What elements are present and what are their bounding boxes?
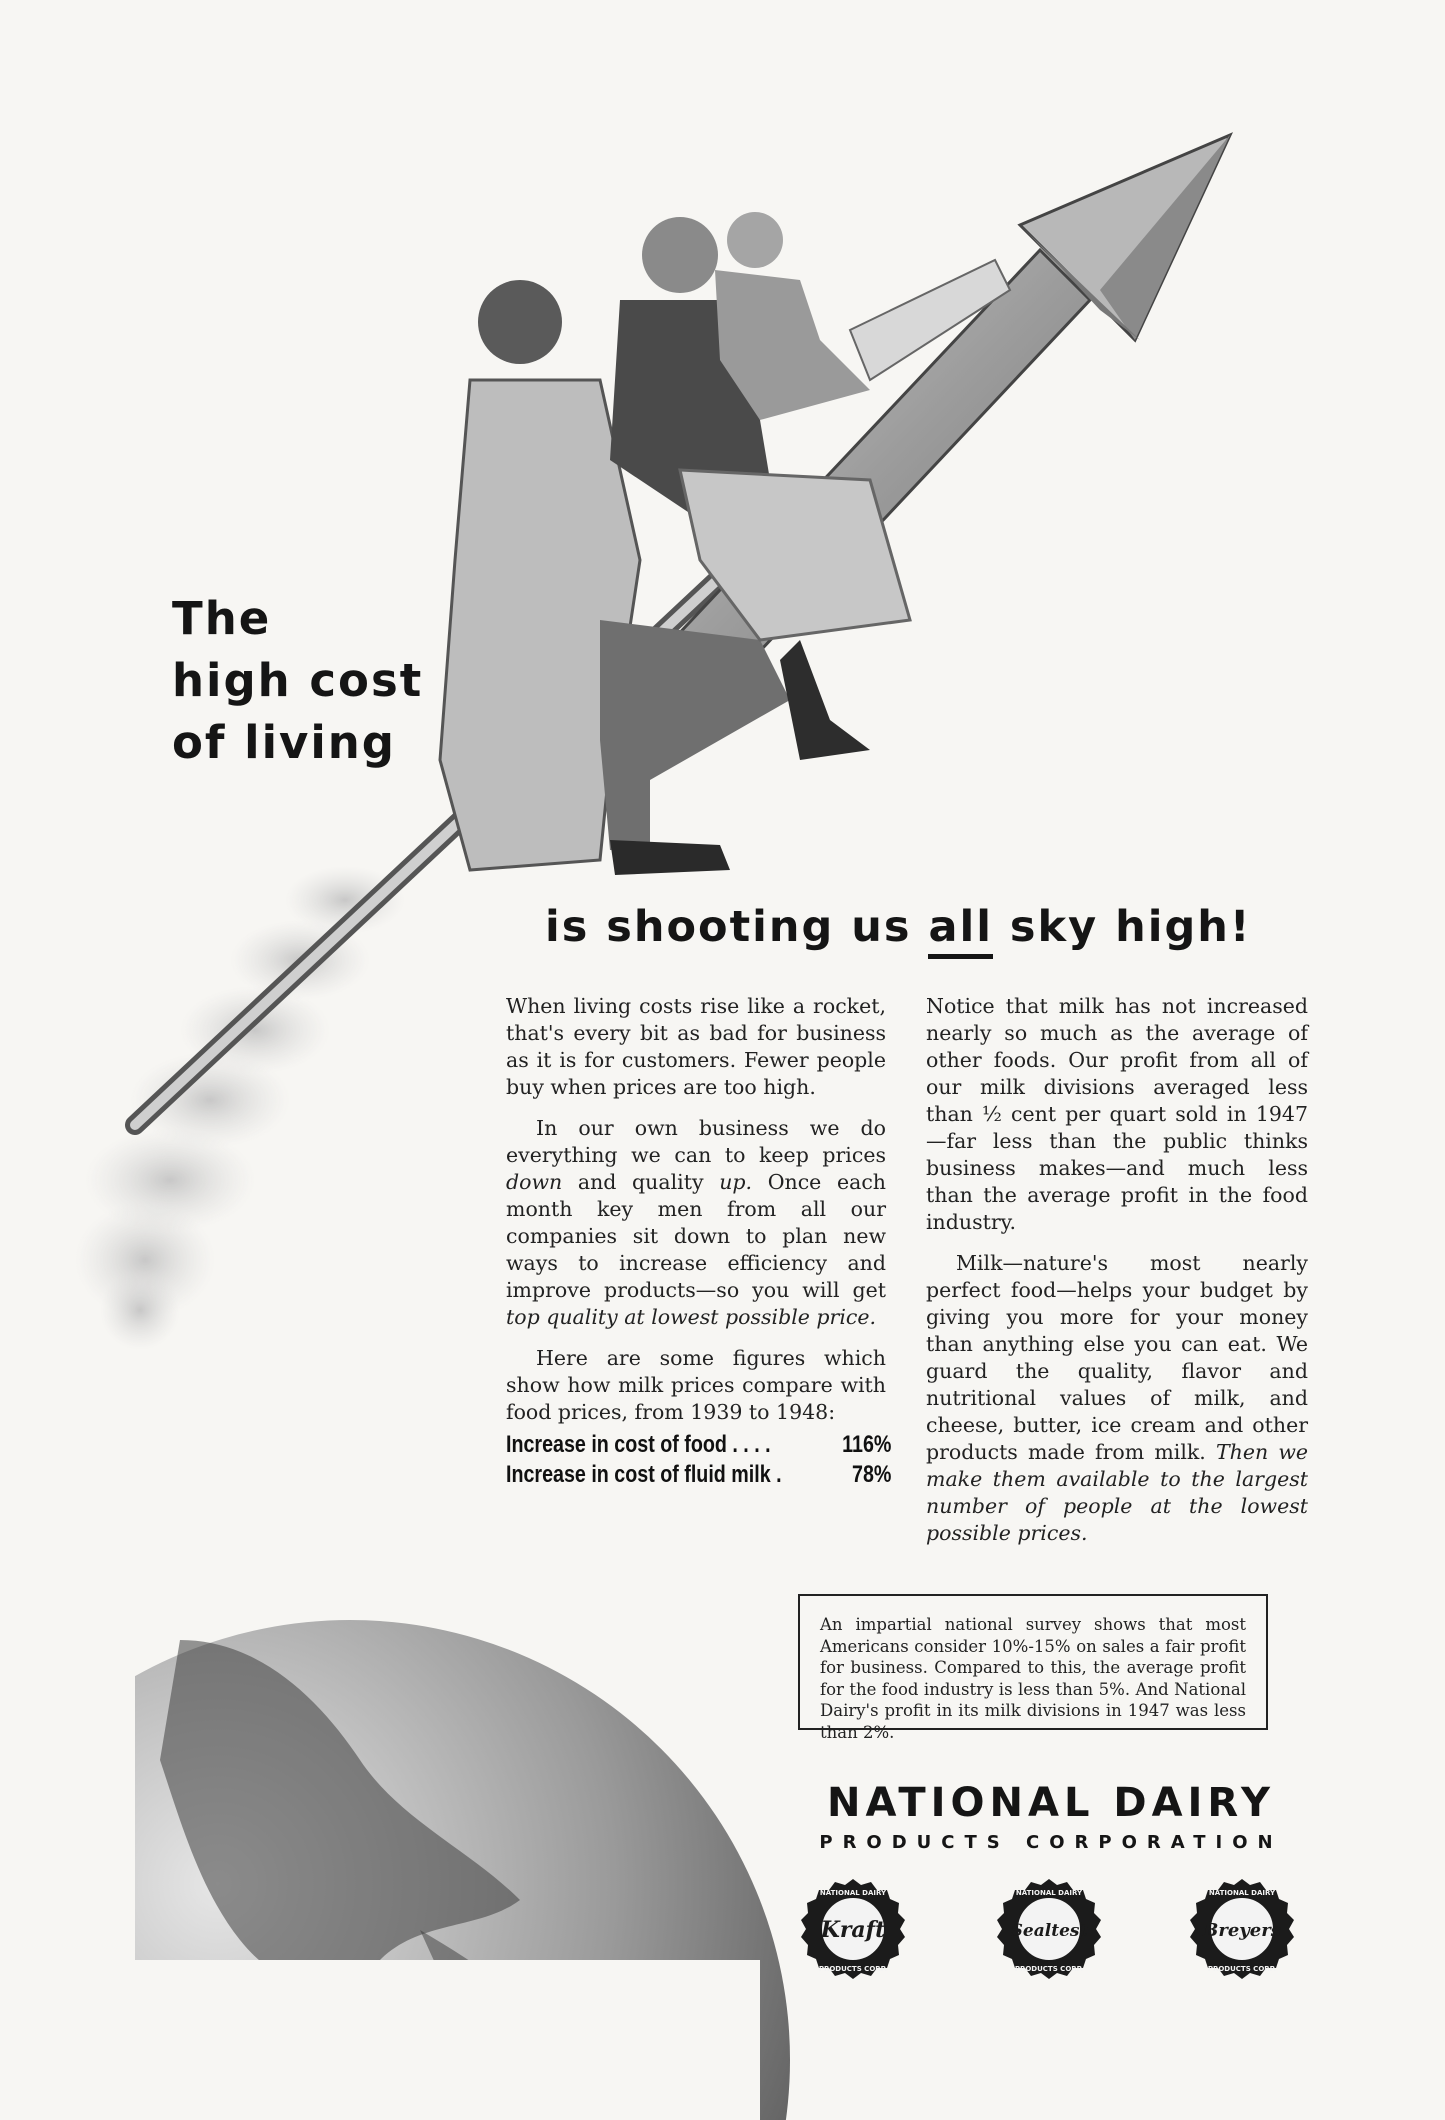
seal-sealtest-name: Sealtest bbox=[1010, 1921, 1088, 1941]
col1-p2-up: up. bbox=[719, 1170, 753, 1194]
brand-block bbox=[795, 1780, 1307, 1853]
col1-paragraph-1: When living costs rise like a rocket, that's every bit as bad for business as it is for customers. Fewer people buy when prices are too high. bbox=[506, 994, 886, 1099]
col1-p2-text-b: and quality bbox=[562, 1170, 720, 1194]
brand-name: NATIONAL DAIRY bbox=[827, 1780, 1275, 1826]
smoke-trail bbox=[75, 866, 405, 1350]
subhead-emphasis: all bbox=[928, 902, 993, 959]
stat-row-food bbox=[506, 1430, 891, 1460]
seal-breyers bbox=[1186, 1873, 1298, 1985]
seal-sealtest-ring-top: NATIONAL DAIRY bbox=[1015, 1889, 1083, 1897]
seal-kraft-icon bbox=[797, 1873, 909, 1985]
seal-breyers-ring-bottom: PRODUCTS CORP. bbox=[1207, 1965, 1277, 1973]
survey-box: An impartial national survey shows that most Americans consider 10%-15% on sales a fair profit for business. Compared to this, the average profit for the food industry is less than 5%. And National Dairy's profit in its milk divisions in 1947 was less than 2%. bbox=[798, 1594, 1268, 1730]
col1-p2-text-c: Once each month key men from all our companies sit down to plan new ways to increase efficiency and improve products—so you will get bbox=[506, 1170, 887, 1302]
col2-paragraph-1: Notice that milk has not increased nearly so much as the average of other foods. Our profit from all of our milk divisions averaged less than ½ cent per quart sold in 1947—far less than the public thinks business makes—and much less than the average profit in the food industry. bbox=[926, 994, 1308, 1234]
headline-line-2: high cost bbox=[172, 654, 424, 707]
col2-p2-italic: Then we make them available to the largest number of people at the lowest possible prices. bbox=[926, 1440, 1308, 1545]
price-stats bbox=[506, 1430, 891, 1490]
stat-food-value: 116% bbox=[842, 1431, 892, 1458]
globe bbox=[0, 1560, 790, 2120]
subheadline bbox=[545, 902, 1315, 952]
stat-milk-label: Increase in cost of fluid milk . bbox=[506, 1461, 782, 1488]
col2-paragraph-2 bbox=[926, 1250, 1308, 1547]
seal-kraft-name: Kraft bbox=[820, 1917, 886, 1943]
col1-p2-italic: top quality at lowest possible price. bbox=[506, 1305, 877, 1329]
body-column-2 bbox=[926, 993, 1308, 1561]
family-figures bbox=[440, 212, 1010, 875]
headline-line-1: The bbox=[172, 592, 272, 645]
stat-food-label: Increase in cost of food . . . . bbox=[506, 1431, 771, 1458]
seal-breyers-name: Breyers bbox=[1203, 1920, 1281, 1941]
col1-p2-down: down bbox=[506, 1170, 563, 1194]
headline-line-3: of living bbox=[172, 716, 397, 769]
seal-kraft-ring-bottom: PRODUCTS CORP. bbox=[818, 1965, 888, 1973]
stat-milk-value: 78% bbox=[852, 1461, 892, 1488]
seal-sealtest-ring-bottom: PRODUCTS CORP. bbox=[1014, 1965, 1084, 1973]
subhead-before: is shooting us bbox=[545, 902, 929, 952]
body-column-1 bbox=[506, 993, 892, 1490]
brand-subtitle: PRODUCTS CORPORATION bbox=[819, 1832, 1283, 1853]
col1-paragraph-2 bbox=[506, 1115, 886, 1331]
seal-kraft-ring-top: NATIONAL DAIRY bbox=[819, 1889, 887, 1897]
col1-p2-text-a: In our own business we do everything we can to keep prices bbox=[506, 1116, 886, 1167]
seal-sealtest-icon bbox=[993, 1873, 1105, 1985]
subhead-after: sky high! bbox=[992, 902, 1252, 952]
headline bbox=[172, 588, 472, 774]
seal-breyers-ring-top: NATIONAL DAIRY bbox=[1208, 1889, 1276, 1897]
stat-row-milk bbox=[506, 1460, 891, 1490]
col2-p2-text: Milk—nature's most nearly perfect food—helps your budget by giving you more for your money than anything else you can eat. We guard the quality, flavor and nutritional values of milk, and cheese, butter, ice cream and other products made from milk. bbox=[926, 1251, 1308, 1464]
seal-breyers-icon bbox=[1186, 1873, 1298, 1985]
col1-paragraph-3: Here are some figures which show how milk prices compare with food prices, from 1939 to 1948: bbox=[506, 1346, 886, 1424]
seal-kraft bbox=[797, 1873, 909, 1985]
seal-sealtest bbox=[993, 1873, 1105, 1985]
